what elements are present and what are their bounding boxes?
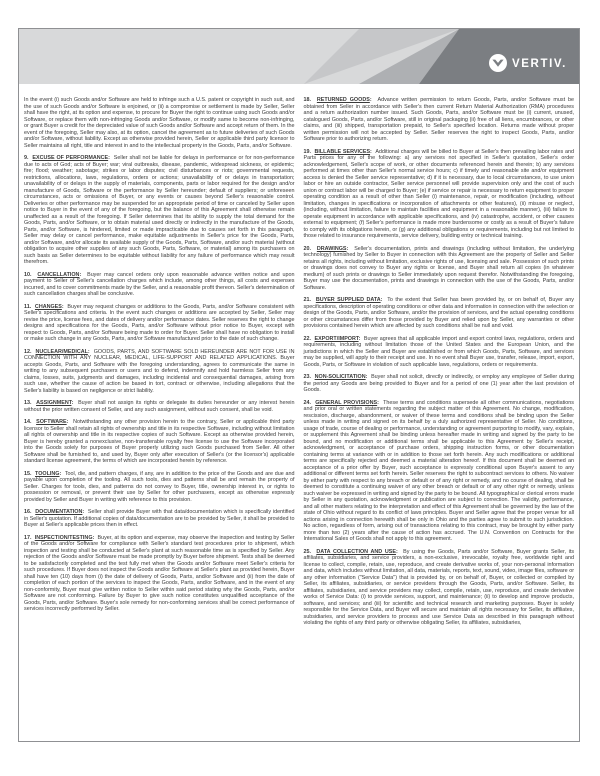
section-body: Notwithstanding any other provision herein to the contrary, Seller or applicable third party licensor to Seller shall retain all rights of ownership and title in its respective Software, including without limitation all rights of ownership and title in its respective copies of such Software. Except as otherwise provided herein, Buyer is hereby granted a nonexclusive, non-transferable royalty free license to use the Software incorporated into the Goods solely for purposes of Buyer properly utilizing such Goods purchased from Seller. All other Software shall be furnished to, and used by, Buyer only after execution of Seller's (or the licensor's) applicable standard license agreement, the terms of which are incorporated herein by reference. <box>24 419 295 464</box>
section-paragraph-11 <box>24 304 295 343</box>
section-paragraph-10 <box>24 272 295 298</box>
section-paragraph-25 <box>304 549 575 627</box>
section-number: 24. <box>303 399 316 406</box>
intro-paragraph <box>24 97 295 149</box>
terms-left-column <box>24 97 295 633</box>
section-title: NON-SOLICITATION <box>314 374 366 380</box>
section-title: DOCUMENTATION <box>35 509 83 515</box>
section-paragraph-16 <box>24 509 295 529</box>
section-number: 23. <box>303 374 315 380</box>
section-separator: : <box>61 303 68 310</box>
section-number: 12. <box>24 348 36 355</box>
section-body: Buyer agrees that all applicable import and export control laws, regulations, orders and requirements, including without limitation those of the United States and the European Union, and the jurisdictions in which the Seller and Buyer are established or from which Goods, Parts, Software, and services may be supplied, will apply to their receipt and use. In no event shall Buyer use, transfer, release, import, export, Goods, Parts, or Software in violation of such applicable laws, regulations, orders or requirements. <box>303 335 574 368</box>
section-number: 10. <box>24 271 38 278</box>
terms-right-column <box>304 97 575 633</box>
terms-columns <box>19 84 579 633</box>
section-paragraph-9 <box>24 155 295 266</box>
section-body: Additional charges will be billed to Buyer at Seller's then prevailing labor rates and Parts prices for any of the following: a) any services not specified in Seller's quotation, Seller's order acknowledgement, Seller's scope of work, or other documents referenced herein and therein; b) any services performed at times other than Seller's normal service hours; c) if timely and reasonable site and/or equipment access is denied the Seller service representative; d) if it is necessary, due to local circumstances, to use union labor or hire an outside contractor, Seller service personnel will provide supervision only and the cost of such union or contract labor will be charged to Buyer; (e) if service or repair is necessary to return equipment to proper operating condition as a result of other than Seller (i) maintenance, repair, or modification (including, without limitation, changes in specifications or incorporation of attachments or other features), (ii) misuse or neglect, (including, without limitation, failure to maintain facilities and equipment in a reasonable manner), (iii) failure to operate equipment in accordance with applicable specifications, and (iv) catastrophe, accident, or other causes external to equipment; (f) Seller's performance is made more burdensome or costly as a result of Buyer's failure to comply with its obligations herein, or (g) any additional obligations or requirements, including but not limited to those related to insurance requirements, service delivery, building entry or technical training. <box>303 148 574 239</box>
section-body: Buyer shall not solicit, directly or indirectly, or employ any employee of Seller during the period any Goods are being provided to Buyer and for a period of one (1) year after the last provision of Goods. <box>303 374 574 393</box>
section-body: Buyer, at its option and expense, may observe the inspection and testing by Seller of the Goods and/or Software for compliance with Seller's standard test procedures prior to shipment, which inspection and testing shall be conducted at Seller's plant at such reasonable time as is specified by Seller. Any rejection of the Goods and/or Software must be made promptly by Buyer before shipment. Tests shall be deemed to be satisfactorily completed and the test fully met when the Goods and/or Software meet Seller's criteria for such procedures. If Buyer does not inspect the Goods and/or Software at Seller's plant as provided herein, Buyer shall have ten (10) days from (i) the date of delivery of Goods, Parts, and/or Software and (ii) from the date of completion of each portion of the services to inspect the Goods, Parts, and/or Software, and in the event of any non-conformity, Buyer must give written notice to Seller within said period stating why the Goods, Parts, and/or Software are not conforming. Failure by Buyer to give such notice constitutes unqualified acceptance of the Goods, Parts, and/or Software. Buyer's sole remedy for non-conforming services shall be correct performance of services incorrectly performed by Seller. <box>24 534 295 612</box>
section-separator: : <box>377 399 384 406</box>
section-paragraph-22 <box>304 336 575 369</box>
section-separator: : <box>108 155 114 161</box>
section-body: Buyer may cancel orders only upon reasonable advance written notice and upon payment to Seller of Seller's cancellation charges which include, among other things, all costs and expenses incurred, and to cover commitments made by the Seller, and a reasonable profit thereon. Seller's determination of such cancellation charges shall be conclusive. <box>24 271 295 297</box>
section-paragraph-13 <box>24 400 295 413</box>
section-separator: : <box>370 148 376 155</box>
section-number: 16. <box>24 509 36 515</box>
section-title: GENERAL PROVISIONS <box>315 399 378 406</box>
section-title: DATA COLLECTION AND USE <box>316 548 396 555</box>
vertiv-logo-icon <box>489 54 507 72</box>
section-number: 15. <box>24 470 36 477</box>
section-paragraph-21 <box>304 297 575 330</box>
section-separator: : <box>395 548 404 555</box>
section-body: In the event (i) such Goods and/or Software are held to infringe such a U.S. patent or copyright in such suit, and the use of such Goods and/or Software is enjoined, or (ii) a compromise or settlement is made by Seller, Seller shall have the right, at its option and expense, to procure for Buyer the right to continue using such Goods and/or Software, or replace them with non-infringing Goods and/or Software, or modify same to become non-infringing, or grant Buyer a credit for the depreciated value of such Goods and/or Software and accept return of them. In the event of the foregoing, Seller may also, at its option, cancel the agreement as to future deliveries of such Goods and/or Software, without liability. Except as otherwise provided herein, Seller or applicable third party licensor to Seller maintains all right, title and interest in and to the intellectual property in the Goods, Parts, and/or Software. <box>24 97 295 149</box>
section-number: 9. <box>24 155 33 161</box>
section-title: CHANGES <box>34 303 62 310</box>
header-band-graphic <box>19 29 579 84</box>
section-separator: : <box>365 374 372 380</box>
section-body: Seller shall provide Buyer with that data/documentation which is specifically identified in Seller's quotation. If additional copies of data/documentation are to be provided by Seller, it shall be provided to Buyer at Seller's applicable prices then in effect. <box>24 509 295 528</box>
section-separator: : <box>346 245 355 252</box>
section-body: Buyer shall not assign its rights or delegate its duties hereunder or any interest herein without the prior written consent of Seller, and any such assignment, without such consent, shall be void. <box>24 400 295 413</box>
section-paragraph-17 <box>24 535 295 613</box>
section-separator: : <box>66 419 74 425</box>
section-title: EXPORT/IMPORT <box>314 335 359 342</box>
section-number: 22. <box>303 335 315 342</box>
section-title: INSPECTION/TESTING <box>34 534 93 541</box>
section-title: BILLABLE SERVICES <box>314 148 371 155</box>
section-paragraph-20 <box>304 246 575 292</box>
section-title: SOFTWARE <box>36 419 67 425</box>
header-band <box>19 29 579 84</box>
section-separator: : <box>82 509 88 515</box>
section-body: Buyer may request changes or additions to the Goods, Parts, and/or Software consistent with Seller's specifications and criteria. In the event such changes or additions are accepted by Seller, Seller may revise the price, license fees, and dates of delivery and/or performance dates. Seller reserves the right to change designs and specifications for the Goods, Parts, and/or Software without prior notice to Buyer, except with respect to Goods, Parts, and/or Software being made to order for Buyer. Seller shall have no obligation to install or make such change in any Goods, Parts, and/or Software manufactured prior to the date of such change. <box>24 303 295 342</box>
section-body: Advance written permission to return Goods, Parts, and/or Software must be obtained from Seller in accordance with Seller's then current Return Material Authorization (RMA) procedures and a return authorization number issued. Such Goods, Parts, and/or Software must be (i) current, unused, catalogued Goods, Parts, and/or Software, still in original packaging (ii) free of all liens, encumbrances, or other claims, and (iii) shipped, transportation prepaid, to Seller's specified location. Returns made without proper written permission will not be accepted by Seller. Seller reserves the right to inspect Goods, Parts, and/or Software prior to authorizing return. <box>303 97 574 142</box>
section-body: By using the Goods, Parts and/or Software, Buyer grants Seller, its affiliates, subsidiaries, and service providers, a non-exclusive, irrevocable, royalty free, worldwide right and license to collect, compile, retain, use, reproduce, and create derivative works of, your non-personal information and data, which includes without limitation, all data, materials, reports, text, sound, video, image files, software or any other information ("Service Data") that is provided by, or on behalf of, Buyer, or collected or compiled by Seller, its affiliates, subsidiaries, or service providers through the Goods, Parts, and/or Software. Seller, its affiliates, subsidiaries, and service providers may collect, compile, retain, use, reproduce, and create derivative works of Service Data: (i) to provide services, support, and maintenance; (ii) to develop and improve products, software, and services; and (iii) for scientific and technical research and marketing purposes. Buyer is solely responsible for the Service Data, and Buyer will secure and maintain all rights necessary for Seller, its affiliates, subsidiaries, and service providers to process and use Service Data as described in this paragraph without violating the rights of any third party or otherwise obligating Seller, its affiliates, subsidiaries, <box>303 548 575 626</box>
section-separator: : <box>79 271 88 278</box>
section-paragraph-15 <box>24 471 295 504</box>
brand-wordmark: VERTIV. <box>512 58 567 70</box>
section-number: 14. <box>24 419 37 425</box>
section-body: GOODS, PARTS, AND SOFTWARE SOLD HEREUNDER ARE NOT FOR USE IN CONNECTION WITH ANY NUCLEAR, MEDICAL, LIFE-SUPPORT AND RELATED APPLICATIONS. Buyer accepts Goods, Parts, and Software with the foregoing understanding, agrees to communicate the same in writing to any subsequent purchasers or users and to defend, indemnify and hold harmless Seller from any claims, losses, suits, judgments and damages, including incidental and consequential damages, arising from such use, whether the cause of action be based in tort, contract or otherwise, including allegations that the Seller's liability is based on negligence or strict liability. <box>24 348 295 394</box>
section-title: ASSIGNMENT <box>36 400 72 406</box>
section-paragraph-23 <box>304 374 575 394</box>
section-separator: : <box>59 470 65 477</box>
section-body: These terms and conditions supersede all other communications, negotiations and prior oral or written statements regarding the subject matter of this Agreement. No change, modification, rescission, discharge, abandonment, or waiver of these terms and conditions shall be binding upon the Seller unless made in writing and signed on its behalf by a duly authorized representative of Seller. No conditions, usage of trade, course of dealing or performance, understanding or agreement purporting to modify, vary, explain, or supplement this Agreement shall be binding unless hereafter made in writing and signed by the party to be bound, and no modification or additional terms shall be applicable to this Agreement by Seller's receipt, acknowledgment, or acceptance of purchase orders, shipping instruction forms, or other documentation containing terms at variance with or in addition to those set forth herein. Any such modifications or additional terms are specifically rejected and deemed a material alteration hereof. If this document shall be deemed an acceptance of a prior offer by Buyer, such acceptance is expressly conditional upon Buyer's assent to any additional or different terms set forth herein. Seller reserves the right to subcontract services to others. No waiver by either party with respect to any breach or default or of any right or remedy, and no course of dealing, shall be deemed to constitute a continuing waiver of any other breach or default or of any other right or remedy, unless such waiver be expressed in writing and signed by the party to be bound. All typographical or clerical errors made by Seller in any quotation, acknowledgment or publication are subject to correction. The validity, performance, and all other matters relating to the interpretation and effect of this Agreement shall be governed by the law of the state of Ohio without regard to its conflict of laws principles. Buyer and Seller agree that the proper venue for all actions arising in connection herewith shall be only in Ohio and the parties agree to submit to such jurisdiction. No action, regardless of form, arising out of transactions relating to this contract, may be brought by either party more than two (2) years after the cause of action has accrued. The U.N. Convention on Contracts for the International Sales of Goods shall not apply to this agreement. <box>303 399 574 542</box>
section-number: 21. <box>303 297 316 303</box>
section-separator: : <box>92 534 98 541</box>
section-number: 25. <box>303 548 317 555</box>
section-paragraph-14 <box>24 419 295 465</box>
section-separator: : <box>358 335 364 342</box>
section-title: RETURNED GOODS <box>316 97 370 103</box>
section-number: 13. <box>24 400 37 406</box>
section-separator: : <box>369 97 378 103</box>
section-number: 11. <box>24 303 35 310</box>
section-body: Seller shall not be liable for delays in performance or for non-performance due to acts of God; acts of Buyer; war; viral outbreaks, disease, pandemic, widespread sickness, or epidemic; fire; flood; weather; sabotage; strikes or labor disputes; civil disturbances or riots; governmental requests, restrictions, allocations, laws, regulations, orders or actions; unavailability of or delays in transportation; unavailability of or delays in the supply of materials, components, parts or labor required for the design and/or manufacture of Goods, Software or the performance by Seller hereunder; default of suppliers; or unforeseen circumstances, acts or omissions of Buyer, or any events or causes beyond Seller's reasonable control. Deliveries or other performance may be suspended for an appropriate period of time or canceled by Seller upon notice to Buyer in the event of any of the foregoing, but the balance of this Agreement shall otherwise remain unaffected as a result of the foregoing. If Seller determines that its ability to supply the total demand for the Goods, Parts, and/or Software, or to obtain material used directly or indirectly in the manufacture of the Goods, Parts, and/or Software, is hindered, limited or made impracticable due to causes set forth in this paragraph, Seller may delay or cancel performance, make equitable adjustments in Seller's price for the Goods, Parts, and/or Software, and/or allocate its available supply of the Goods, Parts, Software, and/or such material (without obligation to acquire other supplies of any such Goods, Parts, Software, or material) among its purchasers on such basis as Seller determines to be equitable without liability for any failure of performance which may result therefrom. <box>24 155 295 265</box>
section-title: DRAWINGS <box>316 245 347 252</box>
section-title: BUYER SUPPLIED DATA <box>315 297 381 303</box>
section-title: NUCLEAR/MEDICAL <box>35 348 88 355</box>
section-title: CANCELLATION <box>37 271 80 278</box>
section-number: 17. <box>24 534 35 541</box>
section-paragraph-12 <box>24 349 295 395</box>
section-separator: : <box>71 400 79 406</box>
section-title: TOOLING <box>35 470 60 477</box>
section-separator: : <box>380 297 388 303</box>
section-paragraph-18 <box>304 97 575 143</box>
section-number: 19. <box>303 148 315 155</box>
section-body: Tool, die, and pattern charges, if any, are in addition to the price of the Goods and are due and payable upon completion of the tooling. All such tools, dies and patterns shall be and remain the property of Seller. Charges for tools, dies, and patterns do not convey to Buyer, title, ownership interest in, or rights to possession or removal, or prevent their use by Seller for other purchasers, except as otherwise expressly provided by Seller and Buyer in writing with reference to this provision. <box>24 470 295 503</box>
section-paragraph-24 <box>304 400 575 543</box>
section-separator: : <box>87 348 94 355</box>
section-body: Seller's documentation, prints and drawings (including without limitation, the underlying technology) furnished by Seller to Buyer in connection with this Agreement are the property of Seller and Seller retains all rights, including without limitation, exclusive rights of use, licensing and sale. Possession of such prints or drawings does not convey to Buyer any rights or license, and Buyer shall return all copies (in whatever medium) of such prints or drawings to Seller immediately upon request therefor. Notwithstanding the foregoing, Buyer may use the documentation, prints and drawings in connection with the use of the Goods, Parts, and/or Software. <box>303 245 574 291</box>
section-title: EXCUSE OF PERFORMANCE <box>32 155 109 161</box>
section-number: 20. <box>303 245 317 252</box>
document-page <box>18 28 580 742</box>
section-number: 18. <box>303 97 317 103</box>
section-body: To the extent that Seller has been provided by, or on behalf of, Buyer any specifications, description of operating conditions or other data and information in connection with the selection or design of the Goods, Parts, and/or Software, and/or the provision of services, and the actual operating conditions or other circumstances differ from those provided by Buyer and relied upon by Seller, any warranties or other provisions contained herein which are affected by such conditions shall be null and void. <box>303 297 574 329</box>
section-paragraph-19 <box>304 149 575 240</box>
